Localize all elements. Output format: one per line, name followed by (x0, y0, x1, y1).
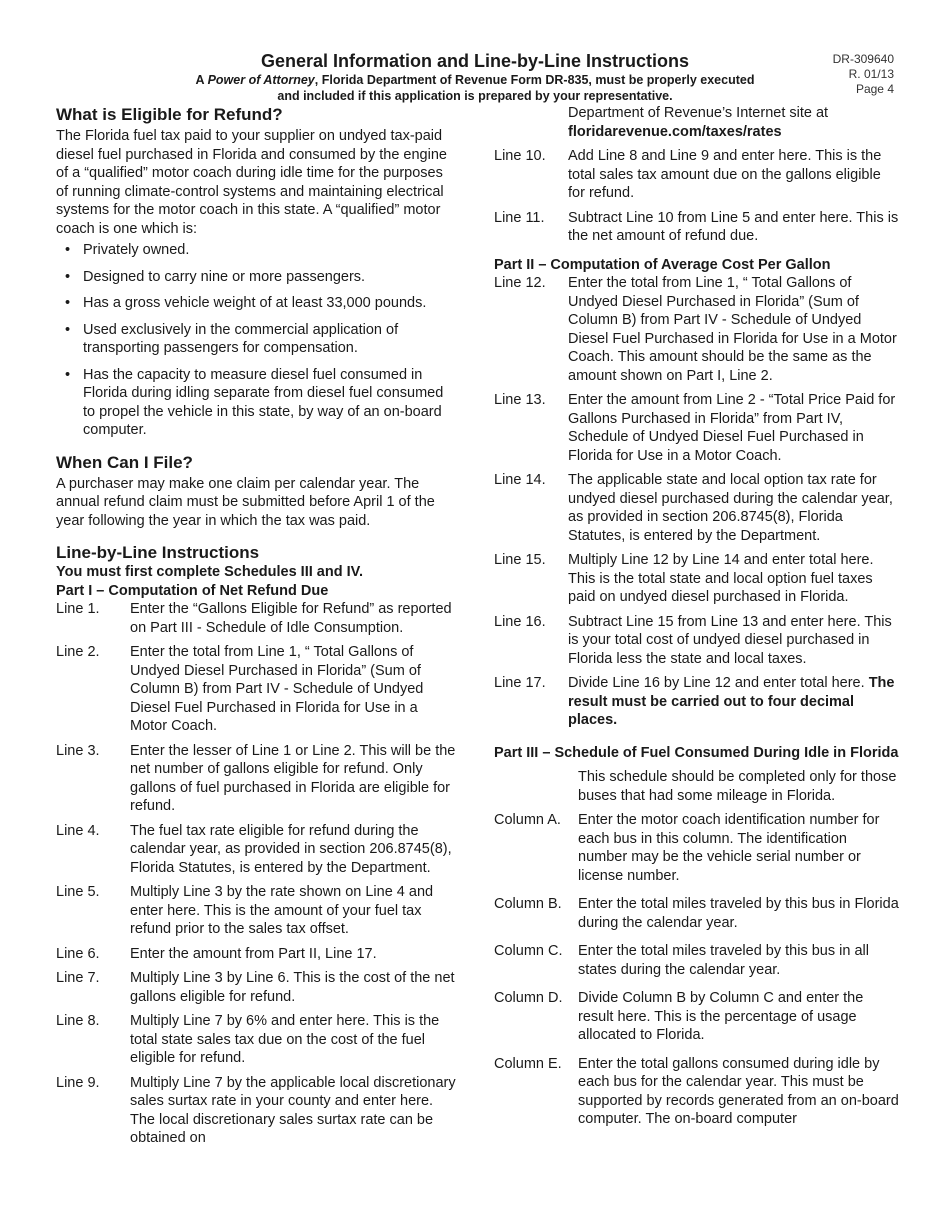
line-item: Line 3. Enter the lesser of Line 1 or Line 2. This will be the net number of gallons eligible for refund. Only gallons of fuel purchased in Florida are eligible for refund. (56, 742, 456, 814)
line-item: Line 15. Multiply Line 12 by Line 14 and enter total here. This is the total state and local option fuel taxes paid on undyed diesel purchased in Florida. (494, 552, 874, 605)
when-heading: When Can I File? (56, 452, 193, 472)
part3-heading: Part III – Schedule of Fuel Consumed During Idle in Florida (494, 744, 899, 761)
line-item: Line 11. Subtract Line 10 from Line 5 and enter here. This is the net amount of refund due. (494, 209, 899, 244)
list-item: • Privately owned. (65, 242, 190, 258)
eligible-heading: What is Eligible for Refund? (56, 105, 283, 124)
column-item: Column E. Enter the total gallons consumed during idle by each bus for the calendar year. This must be supported by records generated from an on-board computer. The on-board computer (494, 1055, 899, 1127)
line-item: Line 10. Add Line 8 and Line 9 and enter here. This is the total sales tax amount due on the gallons eligible for refund. (494, 148, 882, 201)
lbl-heading: Line-by-Line Instructions (56, 543, 260, 562)
eligible-intro: The Florida fuel tax paid to your supplier on undyed tax-paid diesel fuel purchased in Florida and consumed by the engine of a “qualified” motor coach during idle time for the purposes of running climate-control systems and maintaining electrical systems for the motor coach in this state. A “qualified” motor coach is one which is: (56, 128, 447, 237)
part3-intro: This schedule should be completed only for those buses that had some mileage in Florida. (578, 769, 897, 804)
four-decimal-note: The result must be carried out to four decimal places. (568, 675, 895, 728)
line-item: Line 5. Multiply Line 3 by the rate shown on Line 4 and enter here. This is the amount of your fuel tax refund prior to the sales tax offset. (56, 884, 434, 937)
header (0, 50, 950, 104)
part1-heading: Part I – Computation of Net Refund Due (56, 582, 329, 599)
poa-notice: A Power of Attorney, Florida Department of Revenue Form DR-835, must be properly executed and included if this application is prepared by your representative. (195, 73, 755, 103)
line-item: Line 12. Enter the total from Line 1, “ Total Gallons of Undyed Diesel Purchased in Florida” (Sum of Column B) from Part IV - Schedule of Undyed Diesel Fuel Purchased in Florida for Use in a Motor Coach. This amount should be the same as the amount shown on Part I, Line 2. (494, 275, 897, 384)
poa-italic: Power of Attorney (207, 73, 315, 87)
column-item: Column D. Divide Column B by Column C and enter the result here. This is the percentage of usage allocated to Florida. (494, 990, 864, 1043)
eligible-bullets (56, 241, 458, 440)
line-item: Line 6. Enter the amount from Part II, Line 17. (56, 945, 377, 962)
must-complete-note: You must first complete Schedules III and IV. (56, 564, 363, 580)
column-item: Column A. Enter the motor coach identification number for each bus in this column. The identification number may be the vehicle serial number or license number. (494, 812, 880, 884)
form-id-block (833, 52, 894, 97)
page-title: General Information and Line-by-Line Instructions (260, 51, 690, 71)
line-item: Line 8. Multiply Line 7 by 6% and enter here. This is the total state sales tax due on the cost of the fuel eligible for refund. (56, 1013, 440, 1066)
revision: R. 01/13 (848, 67, 894, 81)
rates-link[interactable]: floridarevenue.com/taxes/rates (568, 123, 782, 140)
left-column (56, 104, 458, 1154)
line-item: Line 16. Subtract Line 15 from Line 13 and enter here. This is your total cost of undyed diesel purchased in Florida less the state and local taxes. (494, 613, 892, 667)
part2-heading: Part II – Computation of Average Cost Per Gallon (494, 256, 831, 273)
line9-continued: Department of Revenue’s Internet site at floridarevenue.com/taxes/rates (568, 105, 829, 140)
form-number: DR-309640 (832, 52, 894, 66)
list-item: • Has a gross vehicle weight of at least 33,000 pounds. (65, 295, 427, 311)
list-item: • Has the capacity to measure diesel fuel consumed in Florida during idling separate from diesel fuel consumed to propel the vehicle in this state, by way of an on-board computer. (65, 366, 444, 438)
line-item: Line 13. Enter the amount from Line 2 - “Total Price Paid for Gallons Purchased in Florida” from Part IV, Schedule of Undyed Diesel Fuel Purchased in Florida for Use in a Motor Coach. (494, 392, 896, 464)
list-item: • Designed to carry nine or more passengers. (65, 268, 366, 285)
line-item: Line 4. The fuel tax rate eligible for refund during the calendar year, as provided in section 206.8745(8), Florida Statutes, is entered by the Department. (56, 822, 452, 876)
line-item: Line 9. Multiply Line 7 by the applicable local discretionary sales surtax rate in your county and enter here. The local discretionary sales surtax rate can be obtained on (56, 1074, 456, 1146)
line-item: Line 7. Multiply Line 3 by Line 6. This is the cost of the net gallons eligible for refund. (56, 970, 455, 1005)
when-text: A purchaser may make one claim per calendar year. The annual refund claim must be submitted before April 1 of the year following the year in which the tax was paid. (56, 475, 435, 529)
column-item: Column C. Enter the total miles traveled by this bus in all states during the calendar year. (494, 943, 869, 978)
line-item: Line 1. Enter the “Gallons Eligible for Refund” as reported on Part III - Schedule of Idle Consumption. (56, 601, 452, 636)
list-item: • Used exclusively in the commercial application of transporting passengers for compensation. (65, 321, 399, 356)
page-number: Page 4 (855, 82, 894, 96)
line-item: Line 2. Enter the total from Line 1, “ Total Gallons of Undyed Diesel Purchased in Florida” (Sum of Column B) from Part IV - Schedule of Undyed Diesel Fuel Purchased in Florida for Use in a Motor Coach. (56, 644, 424, 734)
right-column (494, 104, 899, 1135)
column-item: Column B. Enter the total miles traveled by this bus in Florida during the calendar year. (494, 896, 899, 931)
line-item: Line 17. Divide Line 16 by Line 12 and enter total here. The result must be carried out to four decimal places. (494, 675, 895, 728)
line-item: Line 14. The applicable state and local option tax rate for undyed diesel purchased during the calendar year, as provided in section 206.8745(8), Florida Statutes, is entered by the Department. (494, 472, 893, 544)
